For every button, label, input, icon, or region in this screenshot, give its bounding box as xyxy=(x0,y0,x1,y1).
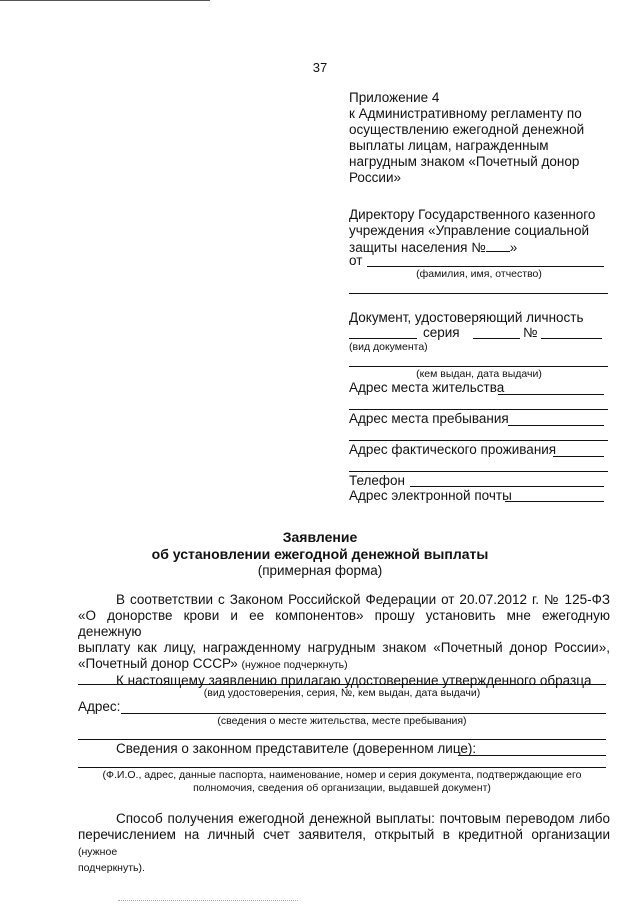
phone-label: Телефон xyxy=(349,473,406,488)
residence-field[interactable] xyxy=(498,394,604,395)
appendix-line: к Административному регламенту по xyxy=(349,106,582,121)
statement-line: выплату как лицу, награжденному нагрудным знаком «Почетный донор России», xyxy=(78,640,610,655)
page-number: 37 xyxy=(312,60,328,75)
address-field[interactable] xyxy=(121,713,606,714)
representative-field-2[interactable] xyxy=(78,767,606,768)
stay-label: Адрес места пребывания xyxy=(349,411,509,426)
statement-text: «Почетный донор СССР» xyxy=(78,656,238,671)
addressee-line xyxy=(349,239,611,256)
certificate-field[interactable] xyxy=(78,684,606,685)
document-subtitle: об установлении ежегодной денежной выплаты xyxy=(151,546,489,562)
payment-line: подчеркнуть). xyxy=(78,862,145,874)
number-field[interactable] xyxy=(541,338,602,339)
number-label: № xyxy=(523,325,538,340)
email-field[interactable] xyxy=(505,501,604,502)
from-label: от xyxy=(349,253,363,268)
statement-line: «О донорстве крови и ее компонентов» прошу установить мне ежегодную денежную xyxy=(78,608,610,639)
fio-extra-field[interactable] xyxy=(349,293,608,294)
email-label: Адрес электронной почты xyxy=(349,488,512,503)
fio-caption: (фамилия, имя, отчество) xyxy=(416,268,542,280)
representative-caption: полномочия, сведения об организации, выдавшей документ) xyxy=(193,782,491,794)
from-field[interactable] xyxy=(367,266,604,267)
payment-text: перечислением на личный счет заявителя, открытый в кредитной организации xyxy=(78,827,610,842)
payment-line: Способ получения ежегодной денежной выплаты: почтовым переводом либо xyxy=(116,811,610,826)
actual-field-2[interactable] xyxy=(349,471,608,472)
underline-note: (нужное подчеркнуть) xyxy=(241,659,348,671)
stay-field-2[interactable] xyxy=(349,440,608,441)
underline-note: (нужное xyxy=(78,846,118,858)
representative-field[interactable] xyxy=(458,755,606,756)
doc-type-caption: (вид документа) xyxy=(349,341,428,353)
issued-caption: (кем выдан, дата выдачи) xyxy=(416,368,542,380)
appendix-line: выплаты лицам, награжденным xyxy=(349,138,549,153)
scan-edge-line xyxy=(0,0,210,1)
representative-label: Сведения о законном представителе (доверенном лице): xyxy=(116,741,477,756)
form-note: (примерная форма) xyxy=(257,563,383,578)
certificate-caption: (вид удостоверения, серия, №, кем выдан, дата выдачи) xyxy=(203,687,481,699)
address-caption: (сведения о месте жительства, месте пребывания) xyxy=(217,715,467,727)
statement-paragraph xyxy=(78,592,610,689)
actual-field[interactable] xyxy=(553,456,604,457)
phone-field[interactable] xyxy=(410,486,604,487)
stay-field[interactable] xyxy=(508,425,604,426)
appendix-line: Приложение 4 xyxy=(349,90,440,105)
residence-label: Адрес места жительства xyxy=(349,380,505,395)
addressee-block xyxy=(349,207,611,256)
residence-field-2[interactable] xyxy=(349,409,608,410)
appendix-line: России» xyxy=(349,170,402,185)
statement-line xyxy=(78,656,610,673)
appendix-line: осуществлению ежегодной денежной xyxy=(349,122,585,137)
addressee-prefix: защиты населения № xyxy=(349,240,486,255)
appendix-block xyxy=(349,90,611,186)
identity-doc-label: Документ, удостоверяющий личность xyxy=(349,310,584,325)
addressee-suffix: » xyxy=(509,240,518,255)
payment-line xyxy=(78,827,610,860)
addressee-line: учреждения «Управление социальной xyxy=(349,223,590,238)
address-label: Адрес: xyxy=(78,699,121,714)
statement-line: В соответствии с Законом Российской Федерации от 20.07.2012 г. № 125-ФЗ xyxy=(116,592,610,607)
addressee-line: Директору Государственного казенного xyxy=(349,207,596,222)
appendix-line: нагрудным знаком «Почетный донор xyxy=(349,154,580,169)
payment-paragraph xyxy=(78,811,610,876)
document-title: Заявление xyxy=(282,529,358,545)
series-label: серия xyxy=(423,325,460,340)
attachment-line: К настоящему заявлению прилагаю удостоверение утвержденного образца xyxy=(116,673,592,688)
office-number-field[interactable] xyxy=(486,239,510,252)
actual-label: Адрес фактического проживания xyxy=(349,442,557,457)
representative-caption: (Ф.И.О., адрес, данные паспорта, наименование, номер и серия документа, подтверждающие его xyxy=(102,769,582,781)
scan-bottom-mark xyxy=(118,900,298,901)
issued-field[interactable] xyxy=(349,366,608,367)
series-field[interactable] xyxy=(473,338,520,339)
address-field-2[interactable] xyxy=(78,739,606,740)
doc-type-field[interactable] xyxy=(349,338,417,339)
